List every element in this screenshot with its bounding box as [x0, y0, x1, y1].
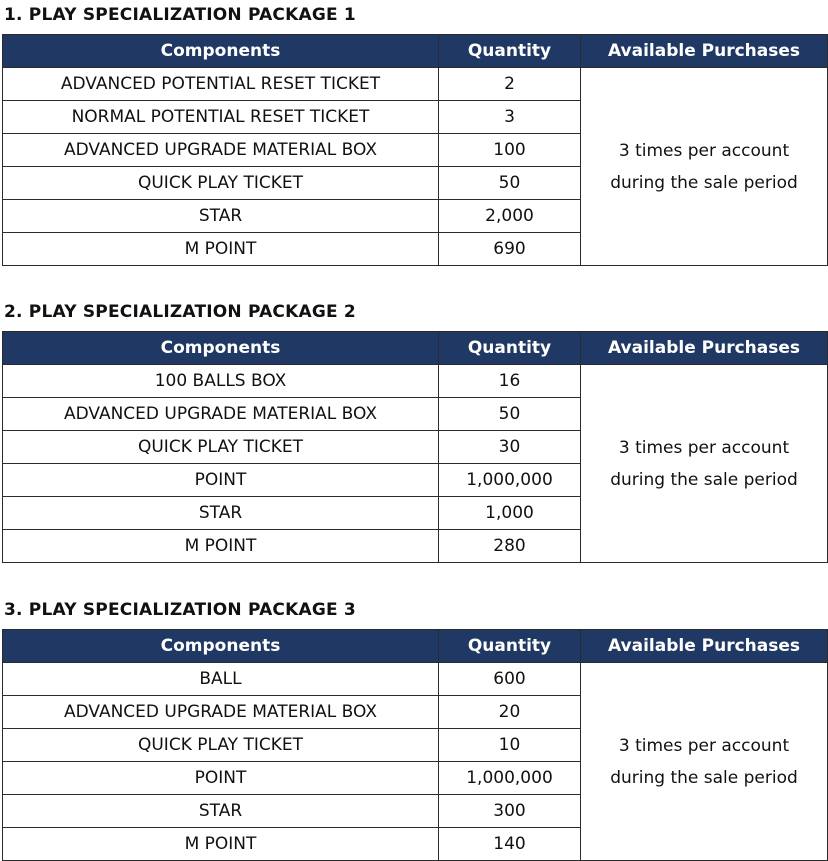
- table-header-row: [3, 332, 828, 365]
- component-cell: QUICK PLAY TICKET: [3, 431, 439, 464]
- component-cell: ADVANCED UPGRADE MATERIAL BOX: [3, 696, 439, 729]
- components-header: Components: [3, 332, 439, 365]
- quantity-cell: 50: [439, 167, 581, 200]
- quantity-cell: 300: [439, 795, 581, 828]
- component-cell: ADVANCED UPGRADE MATERIAL BOX: [3, 398, 439, 431]
- package-table: [2, 629, 828, 861]
- table-header-row: [3, 35, 828, 68]
- component-cell: M POINT: [3, 828, 439, 861]
- component-cell: STAR: [3, 795, 439, 828]
- quantity-cell: 690: [439, 233, 581, 266]
- quantity-header: Quantity: [439, 35, 581, 68]
- package-table: [2, 34, 828, 266]
- component-cell: M POINT: [3, 233, 439, 266]
- package-title: 1. PLAY SPECIALIZATION PACKAGE 1: [4, 5, 356, 25]
- purchase-period-text: during the sale period: [610, 767, 798, 788]
- purchase-period-text: during the sale period: [610, 172, 798, 193]
- quantity-cell: 50: [439, 398, 581, 431]
- package-table: [2, 331, 828, 563]
- table-row: [3, 68, 828, 101]
- component-cell: POINT: [3, 464, 439, 497]
- table-row: [3, 663, 828, 696]
- component-cell: STAR: [3, 497, 439, 530]
- component-cell: NORMAL POTENTIAL RESET TICKET: [3, 101, 439, 134]
- components-header: Components: [3, 630, 439, 663]
- available-purchases-header: Available Purchases: [581, 35, 828, 68]
- quantity-cell: 10: [439, 729, 581, 762]
- component-cell: STAR: [3, 200, 439, 233]
- quantity-cell: 140: [439, 828, 581, 861]
- quantity-cell: 280: [439, 530, 581, 563]
- quantity-cell: 3: [439, 101, 581, 134]
- package-title: 2. PLAY SPECIALIZATION PACKAGE 2: [4, 302, 356, 322]
- purchase-limit-text: 3 times per account: [618, 437, 790, 458]
- quantity-cell: 1,000,000: [439, 762, 581, 795]
- component-cell: ADVANCED UPGRADE MATERIAL BOX: [3, 134, 439, 167]
- quantity-header: Quantity: [439, 630, 581, 663]
- table-header-row: [3, 630, 828, 663]
- quantity-cell: 1,000,000: [439, 464, 581, 497]
- purchase-limit-text: 3 times per account: [618, 140, 790, 161]
- available-purchases-cell: [581, 68, 828, 266]
- quantity-cell: 20: [439, 696, 581, 729]
- quantity-cell: 30: [439, 431, 581, 464]
- table-row: [3, 365, 828, 398]
- quantity-header: Quantity: [439, 332, 581, 365]
- available-purchases-header: Available Purchases: [581, 630, 828, 663]
- purchase-limit-text: 3 times per account: [618, 735, 790, 756]
- quantity-cell: 600: [439, 663, 581, 696]
- quantity-cell: 100: [439, 134, 581, 167]
- purchase-period-text: during the sale period: [610, 469, 798, 490]
- available-purchases-header: Available Purchases: [581, 332, 828, 365]
- component-cell: M POINT: [3, 530, 439, 563]
- quantity-cell: 1,000: [439, 497, 581, 530]
- available-purchases-cell: [581, 663, 828, 861]
- package-title: 3. PLAY SPECIALIZATION PACKAGE 3: [4, 600, 356, 620]
- component-cell: 100 BALLS BOX: [3, 365, 439, 398]
- component-cell: QUICK PLAY TICKET: [3, 729, 439, 762]
- component-cell: POINT: [3, 762, 439, 795]
- quantity-cell: 2: [439, 68, 581, 101]
- component-cell: ADVANCED POTENTIAL RESET TICKET: [3, 68, 439, 101]
- component-cell: BALL: [3, 663, 439, 696]
- quantity-cell: 2,000: [439, 200, 581, 233]
- available-purchases-cell: [581, 365, 828, 563]
- quantity-cell: 16: [439, 365, 581, 398]
- component-cell: QUICK PLAY TICKET: [3, 167, 439, 200]
- components-header: Components: [3, 35, 439, 68]
